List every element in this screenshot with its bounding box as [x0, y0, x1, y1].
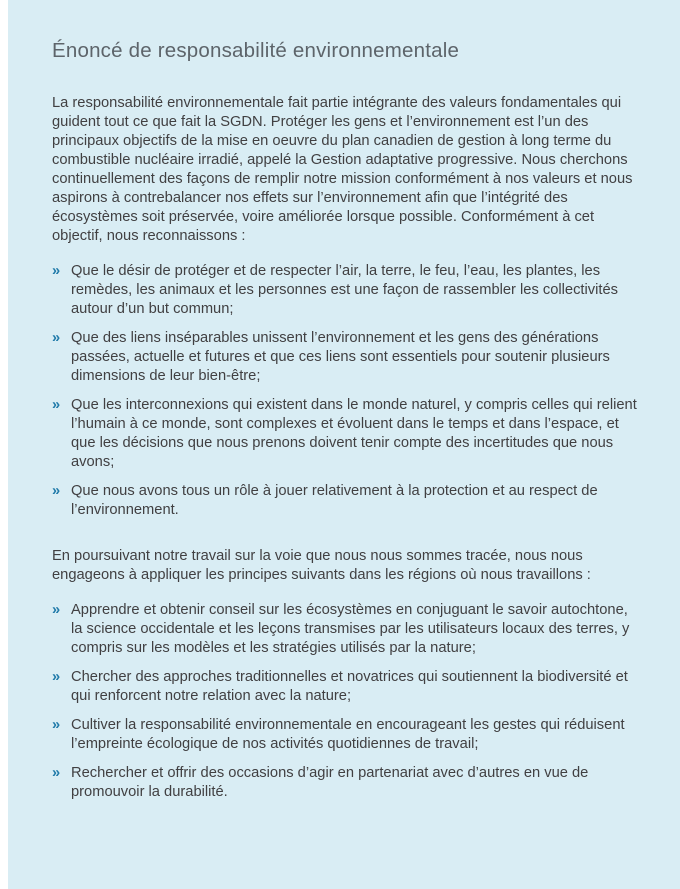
double-chevron-bullet-icon: »: [52, 263, 61, 279]
list-item: [52, 601, 642, 658]
list-item: [52, 482, 642, 520]
commitment-paragraph: En poursuivant notre travail sur la voie que nous nous sommes tracée, nous nous engageons à appliquer les principes suivants dans les régions où nous travaillons :: [52, 548, 591, 583]
list-item: [52, 262, 642, 319]
list-item: [52, 716, 642, 754]
double-chevron-bullet-icon: »: [52, 397, 61, 413]
double-chevron-bullet-icon: »: [52, 330, 61, 346]
page-title: Énoncé de responsabilité environnementale: [52, 39, 460, 62]
recognitions-list: [52, 262, 642, 520]
principles-list: [52, 601, 642, 802]
list-item-text: Chercher des approches traditionnelles et novatrices qui soutiennent la biodiversité et qui renforcent notre relation avec la nature;: [71, 669, 628, 704]
double-chevron-bullet-icon: »: [52, 717, 61, 733]
double-chevron-bullet-icon: »: [52, 669, 61, 685]
list-item: [52, 764, 642, 802]
list-item-text: Cultiver la responsabilité environnementale en encourageant les gestes qui réduisent l’empreinte écologique de nos activités quotidiennes de travail;: [71, 717, 625, 752]
list-item-text: Que des liens inséparables unissent l’environnement et les gens des générations passées, actuelle et futures et que ces liens sont essentiels pour soutenir plusieurs dimensions de leur bien-être;: [71, 330, 610, 384]
list-item: [52, 329, 642, 386]
list-item-text: Que le désir de protéger et de respecter l’air, la terre, le feu, l’eau, les plantes, les remèdes, les animaux et les personnes est une façon de rassembler les collectivités autour d’un but commun;: [71, 263, 618, 317]
list-item-text: Que nous avons tous un rôle à jouer relativement à la protection et au respect de l’environnement.: [71, 483, 598, 518]
list-item-text: Apprendre et obtenir conseil sur les écosystèmes en conjuguant le savoir autochtone, la science occidentale et les leçons transmises par les utilisateurs locaux des terres, y compris sur les modèles et les stratégies utilisés par la nature;: [71, 602, 630, 656]
content-panel: [8, 0, 680, 889]
double-chevron-bullet-icon: »: [52, 765, 61, 781]
list-item: [52, 396, 642, 472]
document-content: [8, 0, 642, 802]
list-item-text: Rechercher et offrir des occasions d’agir en partenariat avec d’autres en vue de promouvoir la durabilité.: [71, 765, 589, 800]
intro-paragraph: La responsabilité environnementale fait partie intégrante des valeurs fondamentales qui guident tout ce que fait la SGDN. Protéger les gens et l’environnement est l’un des principaux objectifs de la mise en oeuvre du plan canadien de gestion à long terme du combustible nucléaire irradié, appelé la Gestion adaptative progressive. Nous cherchons continuellement des façons de remplir notre mission conformément à nos valeurs et nous aspirons à contrebalancer nos effets sur l’environnement afin que l’intégrité des écosystèmes soit préservée, voire améliorée lorsque possible. Conformément à cet objectif, nous reconnaissons :: [52, 95, 633, 244]
double-chevron-bullet-icon: »: [52, 602, 61, 618]
list-item-text: Que les interconnexions qui existent dans le monde naturel, y compris celles qui relient l’humain à ce monde, sont complexes et évoluent dans le temps et dans l’espace, et que les décisions que nous prenons doivent tenir compte des incertitudes que nous avons;: [71, 397, 637, 470]
double-chevron-bullet-icon: »: [52, 483, 61, 499]
list-item: [52, 668, 642, 706]
